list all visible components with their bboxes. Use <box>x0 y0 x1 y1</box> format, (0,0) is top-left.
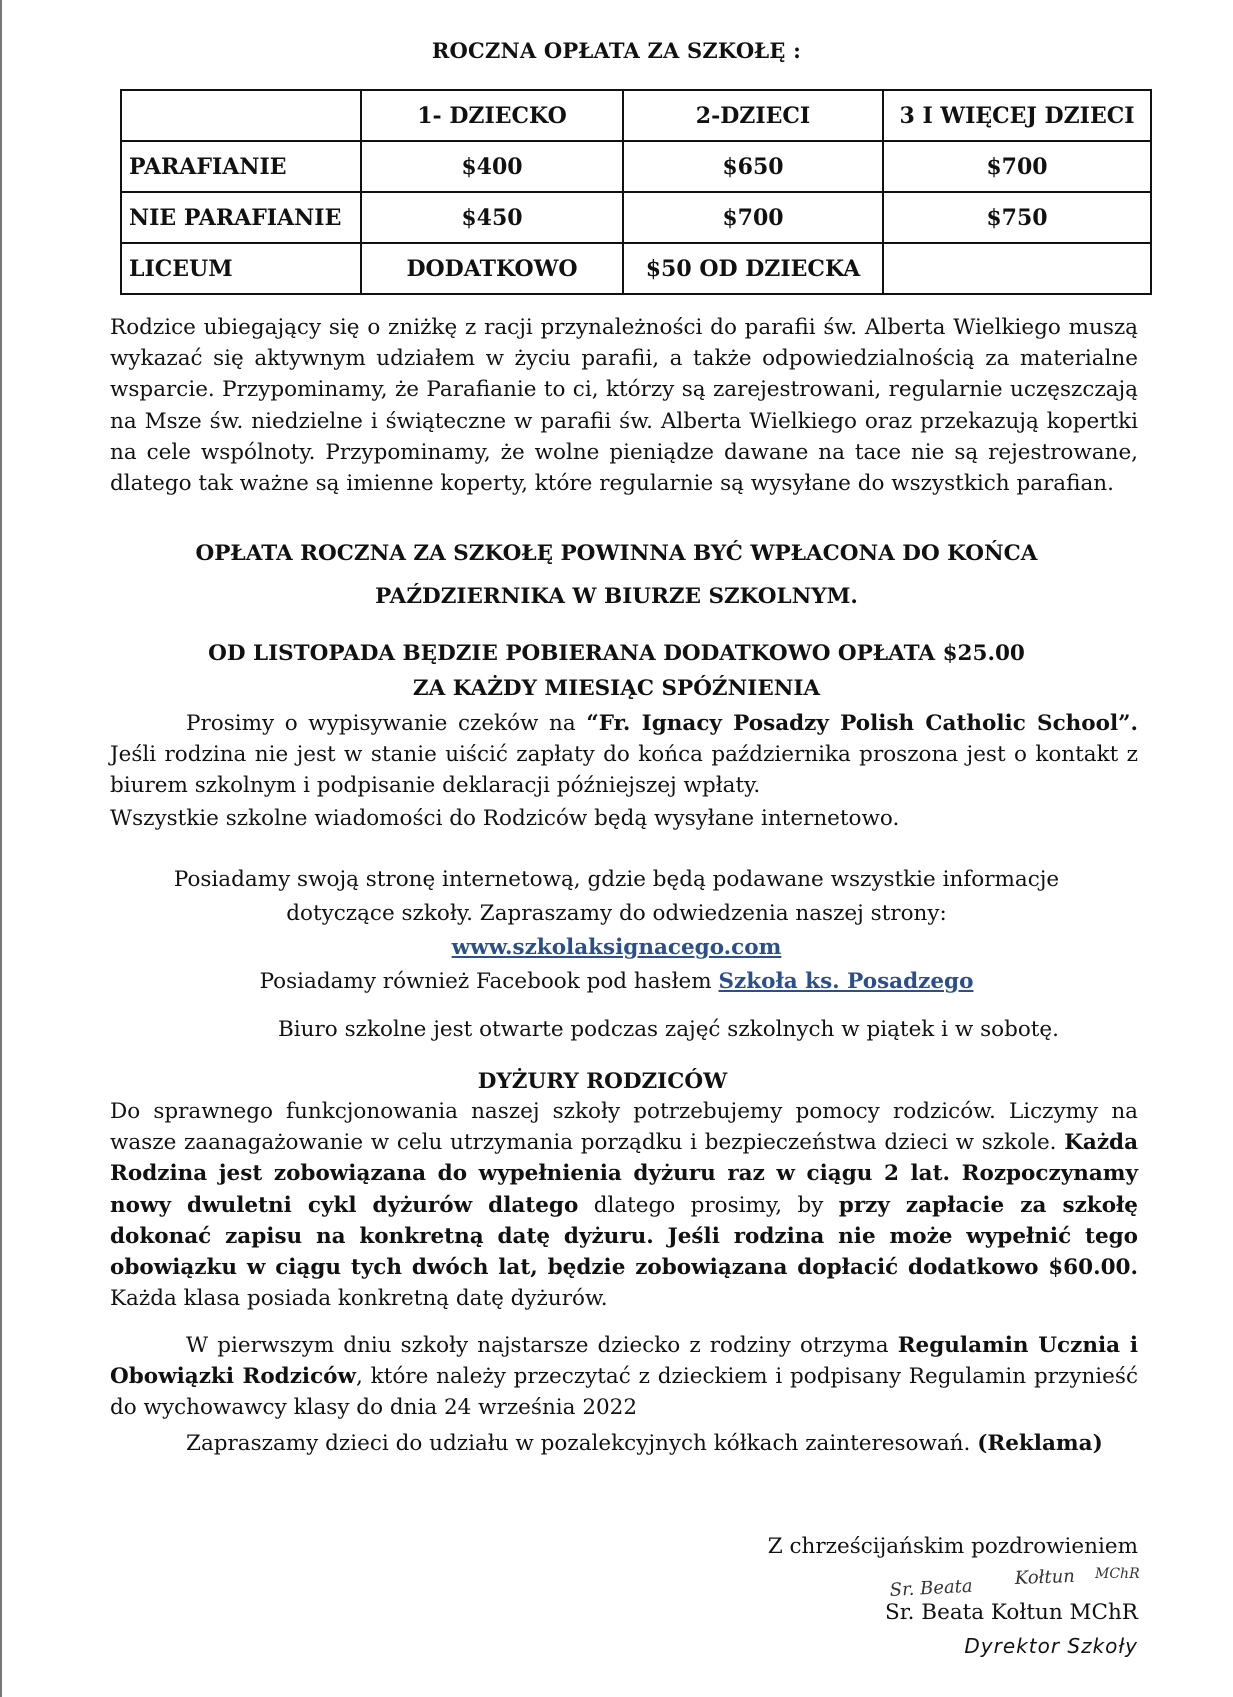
signer-title: Dyrektor Szkoły <box>964 1634 1138 1658</box>
late-fee-notice-line1: OD LISTOPADA BĘDZIE POBIERANA DODATKOWO OPŁATA $25.00 <box>208 641 1025 666</box>
table-header-cell: 1- DZIECKO <box>361 90 623 141</box>
email-notice: Wszystkie szkolne wiadomości do Rodziców będą wysyłane internetowo. <box>110 806 900 831</box>
fee-table <box>120 89 1152 295</box>
duty-text: Do sprawnego funkcjonowania naszej szkoły potrzebujemy pomocy rodziców. Liczymy na wasze zaanagażowanie w celu utrzymania porządku i bezpieczeństwa dzieci w szkole. <box>110 1099 1138 1156</box>
table-cell: $50 OD DZIECKA <box>623 243 883 294</box>
duty-text-bold: przy zapłacie za szkołę dokonać zapisu na konkretną datę dyżuru. Jeśli rodzina nie może wypełnić tego obowiązku w ciągu tych dwóch lat, będzie zobowiązana dopłacić dodatkowo $60.00. <box>110 1192 1138 1281</box>
table-cell: $650 <box>623 141 883 192</box>
clubs-text: Zapraszamy dzieci do udziału w pozalekcyjnych kółkach zainteresowań. <box>186 1431 978 1456</box>
duty-heading: DYŻURY RODZICÓW <box>477 1069 728 1094</box>
table-cell: $700 <box>883 141 1151 192</box>
table-cell: $450 <box>361 192 623 243</box>
page-edge-rule <box>0 0 2 1697</box>
table-header-cell <box>121 90 361 141</box>
handwritten-signature <box>880 1556 1140 1606</box>
row-label: PARAFIANIE <box>121 141 361 192</box>
office-hours: Biuro szkolne jest otwarte podczas zajęć szkolnych w piątek i w sobotę. <box>278 1017 1059 1042</box>
clubs-paragraph <box>110 1428 1138 1459</box>
website-info-line1: Posiadamy swoją stronę internetową, gdzie będą podawane wszystkie informacje <box>173 867 1060 892</box>
svg-text:Sr. Beata: Sr. Beata <box>889 1575 974 1601</box>
signer-name: Sr. Beata Kołtun MChR <box>884 1600 1138 1625</box>
duty-text: dlatego prosimy, by <box>578 1192 839 1218</box>
table-row <box>121 243 1151 294</box>
facebook-info <box>0 965 1233 998</box>
check-payee: “Fr. Ignacy Posadzy Polish Catholic School”. <box>586 711 1139 736</box>
table-row <box>121 141 1151 192</box>
late-fee-notice-line2: ZA KAŻDY MIESIĄC SPÓŹNIENIA <box>412 676 821 701</box>
closing-greeting: Z chrześcijańskim pozdrowieniem <box>767 1534 1138 1559</box>
website-link[interactable]: www.szkolaksignacego.com <box>451 935 782 960</box>
fee-table-header-row <box>121 90 1151 141</box>
table-header-cell: 3 I WIĘCEJ DZIECI <box>883 90 1151 141</box>
rules-paragraph <box>110 1330 1138 1424</box>
deadline-notice-line2: PAŹDZIERNIKA W BIURZE SZKOLNYM. <box>375 584 858 609</box>
table-row <box>121 192 1151 243</box>
row-label: LICEUM <box>121 243 361 294</box>
duty-text: Każda klasa posiada konkretną datę dyżurów. <box>110 1286 608 1312</box>
table-header-cell: 2-DZIECI <box>623 90 883 141</box>
table-cell: $700 <box>623 192 883 243</box>
table-cell: $400 <box>361 141 623 192</box>
table-cell: $750 <box>883 192 1151 243</box>
svg-text:MChR: MChR <box>1095 1566 1140 1582</box>
rules-text: W pierwszym dniu szkoły najstarsze dziecko z rodziny otrzyma <box>186 1333 898 1358</box>
rules-text-bold: Regulamin Ucznia i Obowiązki Rodziców <box>110 1333 1139 1390</box>
facebook-link[interactable]: Szkoła ks. Posadzego <box>718 969 974 994</box>
checks-text: Prosimy o wypisywanie czeków na <box>186 711 587 736</box>
table-cell <box>883 243 1151 294</box>
svg-text:Kołtun: Kołtun <box>1014 1565 1076 1589</box>
facebook-text: Posiadamy również Facebook pod hasłem <box>259 969 719 994</box>
table-cell: DODATKOWO <box>361 243 623 294</box>
page-title: ROCZNA OPŁATA ZA SZKOŁĘ : <box>431 38 802 63</box>
duty-text-bold: Każda Rodzina jest zobowiązana do wypełnienia dyżuru raz w ciągu 2 lat. Rozpoczynamy nowy dwuletni cykl dyżurów dlatego <box>110 1130 1138 1218</box>
website-info-line2: dotyczące szkoły. Zapraszamy do odwiedzenia naszej strony: <box>286 901 947 926</box>
checks-paragraph <box>110 708 1138 802</box>
duty-paragraph <box>110 1096 1138 1314</box>
rules-text: , które należy przeczytać z dzieckiem i podpisany Regulamin przynieść do wychowawcy klasy do dnia 24 września 2022 <box>110 1364 1138 1421</box>
deadline-notice-line1: OPŁATA ROCZNA ZA SZKOŁĘ POWINNA BYĆ WPŁACONA DO KOŃCA <box>195 541 1038 566</box>
clubs-text-bold: (Reklama) <box>977 1431 1103 1456</box>
row-label: NIE PARAFIANIE <box>121 192 361 243</box>
checks-text-rest: Jeśli rodzina nie jest w stanie uiścić zapłaty do końca października proszona jest o kontakt z biurem szkolnym i podpisanie deklaracji późniejszej wpłaty. <box>110 742 1138 799</box>
membership-paragraph: Rodzice ubiegający się o zniżkę z racji przynależności do parafii św. Alberta Wielkiego muszą wykazać się aktywnym udziałem w życiu parafii, a także odpowiedzialnością za materialne wsparcie. Przypominamy, że Parafianie to ci, którzy są zarejestrowani, regularnie uczęszczają na Msze św. niedzielne i świąteczne w parafii św. Alberta Wielkiego oraz przekazują kopertki na cele wspólnoty. Przypominamy, że wolne pieniądze dawane na tace nie są rejestrowane, dlatego tak ważne są imienne koperty, które regularnie są wysyłane do wszystkich parafian. <box>110 315 1138 497</box>
